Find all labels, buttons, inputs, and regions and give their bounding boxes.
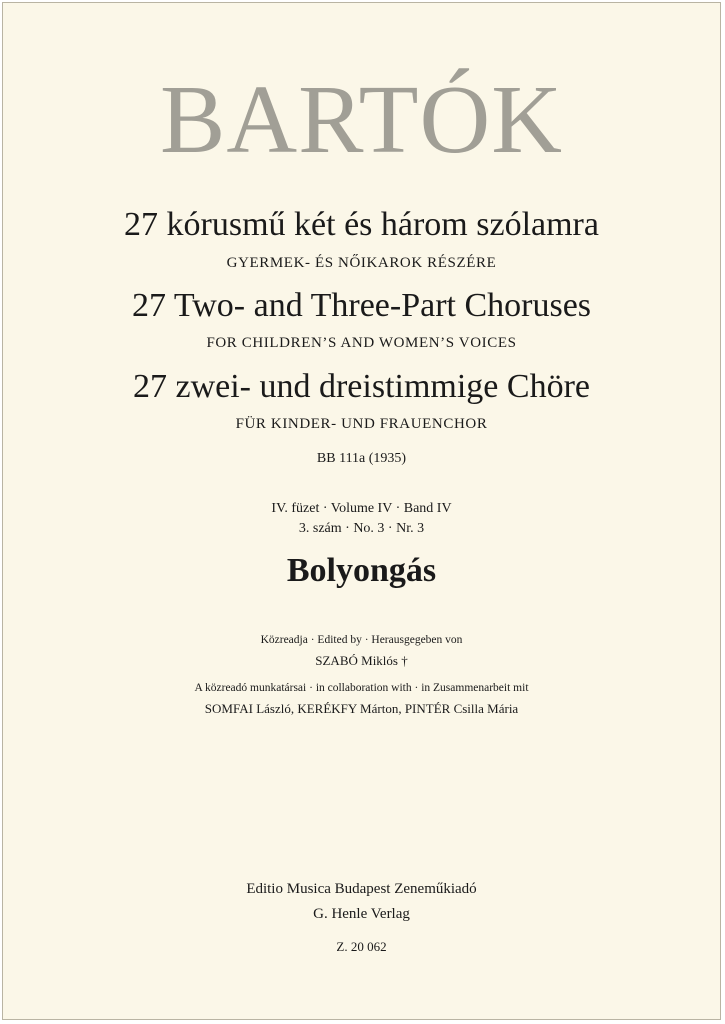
collaborators-names: SOMFAI László, KERÉKFY Márton, PINTÉR Csilla Mária (204, 701, 519, 716)
piece-number: 3. szám · No. 3 · Nr. 3 (298, 521, 425, 536)
catalog-number: BB 111a (1935) (316, 451, 407, 466)
title-german: 27 zwei- und dreistimmige Chöre (132, 368, 590, 405)
piece-title: Bolyongás (286, 552, 437, 589)
volume-info: IV. füzet · Volume IV · Band IV (271, 501, 452, 516)
composer-name: BARTÓK (159, 66, 564, 174)
title-hungarian: 27 kórusmű két és három szólamra (124, 206, 599, 243)
subtitle-hungarian: GYERMEK- ÉS NŐIKAROK RÉSZÉRE (226, 255, 497, 271)
publisher-henle: G. Henle Verlag (313, 906, 410, 922)
editor-name: SZABÓ Miklós † (315, 653, 408, 668)
subtitle-german: FÜR KINDER- UND FRAUENCHOR (235, 416, 488, 432)
plate-number: Z. 20 062 (336, 939, 387, 954)
subtitle-english: FOR CHILDREN’S AND WOMEN’S VOICES (206, 335, 517, 351)
score-cover (2, 2, 721, 1020)
collaboration-label: A közreadó munkatársai · in collaboration with · in Zusammenarbeit mit (194, 682, 529, 694)
edited-by-label: Közreadja · Edited by · Herausgegeben von (260, 634, 463, 646)
publisher-emb: Editio Musica Budapest Zeneműkiadó (246, 881, 477, 897)
title-english: 27 Two- and Three-Part Choruses (131, 287, 592, 324)
